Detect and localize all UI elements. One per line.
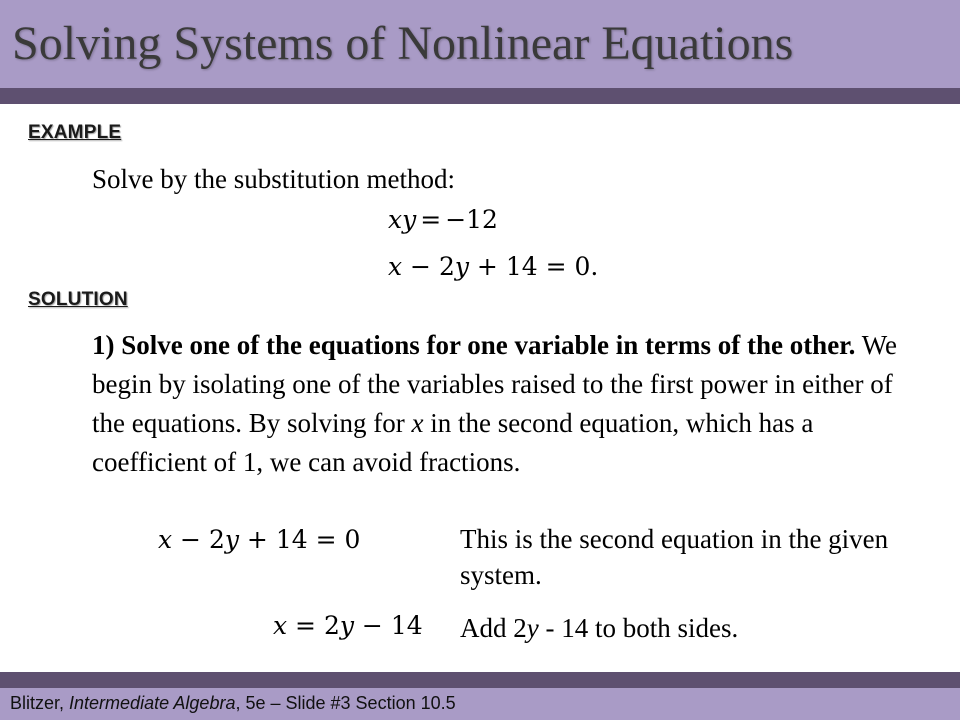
- system-equation-1: [388, 204, 498, 236]
- work1-term-2: + 14 = 0: [238, 525, 361, 554]
- work-note-2-variable: y: [526, 613, 539, 643]
- footer: [0, 688, 960, 720]
- eq2-term-2: + 14 = 0.: [468, 252, 599, 281]
- eq2-term-1: − 2: [402, 252, 455, 281]
- title-bar: [0, 0, 960, 88]
- work-note-1: This is the second equation in the given system.: [460, 524, 889, 590]
- work-note-2-a: Add 2: [460, 613, 527, 643]
- footer-citation: [10, 693, 456, 714]
- title-accent-bar: [0, 88, 960, 104]
- work2-term-2: − 14: [353, 611, 423, 640]
- eq2-var-y: y: [454, 252, 469, 281]
- work-equation-2: [273, 610, 423, 642]
- footer-book-title: Intermediate Algebra: [69, 693, 236, 713]
- work2-var-y: y: [339, 611, 354, 640]
- step-1-text-b: in the second equation, which has a coefficient of 1, we can avoid fractions.: [92, 408, 814, 477]
- work2-var-x: x: [273, 611, 288, 640]
- example-prompt: Solve by the substitution method:: [92, 164, 455, 194]
- solution-label: SOLUTION: [28, 289, 128, 310]
- footer-prefix: Blitzer,: [10, 693, 70, 713]
- step-1-paragraph: [92, 326, 932, 482]
- work-note-2-b: - 14 to both sides.: [538, 613, 739, 643]
- work-equation-1: [158, 524, 360, 556]
- step-1-variable: x: [411, 408, 424, 438]
- work1-var-x: x: [158, 525, 173, 554]
- work-note-2: [460, 610, 930, 646]
- work1-term-1: − 2: [172, 525, 225, 554]
- eq2-var-x: x: [388, 252, 403, 281]
- step-1-text-a: We begin by isolating one of the variables raised to the first power in either of the equations. By solving for: [92, 330, 898, 438]
- system-equation-2: [388, 251, 598, 283]
- eq1-lhs: xy: [388, 205, 417, 234]
- slide-title: Solving Systems of Nonlinear Equations: [12, 17, 794, 70]
- work2-term-1: = 2: [287, 611, 340, 640]
- eq1-equals: =: [420, 205, 442, 234]
- example-label: EXAMPLE: [28, 122, 122, 143]
- eq1-rhs: −12: [445, 205, 498, 234]
- work1-var-y: y: [224, 525, 239, 554]
- step-1-lead: 1) Solve one of the equations for one variable in terms of the other.: [92, 330, 856, 360]
- footer-accent-bar: [0, 672, 960, 688]
- footer-suffix: , 5e – Slide #3 Section 10.5: [235, 693, 456, 713]
